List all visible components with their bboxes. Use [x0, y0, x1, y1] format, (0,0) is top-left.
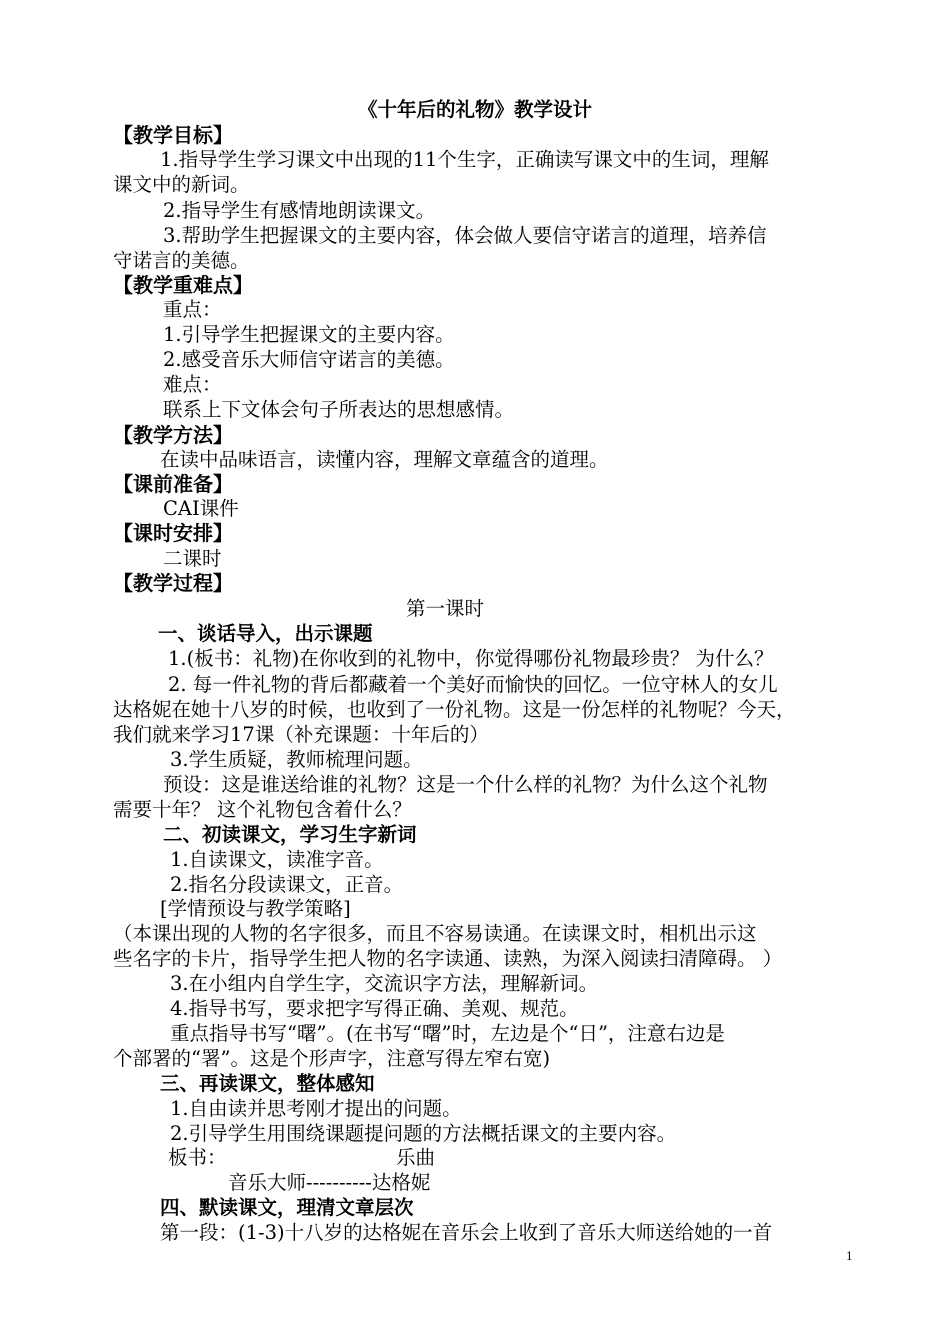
section-heading-goals: 【教学目标】 [113, 123, 233, 147]
lesson-title: 第一课时 [405, 597, 484, 620]
page-number: 1 [846, 1248, 853, 1263]
paragraph: 2.感受音乐大师信守诺言的美德。 [163, 348, 455, 371]
document-title: 《十年后的礼物》教学设计 [357, 98, 592, 121]
section-heading-schedule: 【课时安排】 [113, 521, 233, 545]
subheading-part-4: 四、默读课文，理清文章层次 [160, 1196, 414, 1219]
paragraph: 课文中的新词。 [113, 173, 250, 196]
paragraph: 2.指名分段读课文，正音。 [170, 873, 404, 896]
paragraph: 4.指导书写，要求把字写得正确、美观、规范。 [170, 997, 579, 1020]
paragraph: 需要十年？ 这个礼物包含着什么？ [113, 798, 412, 821]
paragraph: 1.自读课文，读准字音。 [170, 848, 384, 871]
paragraph: 3.帮助学生把握课文的主要内容，体会做人要信守诺言的道理，培养信 [163, 224, 767, 247]
paragraph: 个部署的“署”。这是个形声字，注意写得左窄右宽) [113, 1047, 551, 1070]
section-heading-key-points: 【教学重难点】 [113, 273, 253, 297]
section-heading-preparation: 【课前准备】 [113, 472, 233, 496]
paragraph: [学情预设与教学策略] [160, 897, 351, 920]
subheading-part-3: 三、再读课文，整体感知 [160, 1072, 375, 1095]
section-heading-process: 【教学过程】 [113, 571, 233, 595]
paragraph: （本课出现的人物的名字很多，而且不容易读通。在读课文时，相机出示这 [113, 922, 757, 945]
paragraph: 预设：这是谁送给谁的礼物？这是一个什么样的礼物？为什么这个礼物 [163, 773, 768, 796]
paragraph: 在读中品味语言，读懂内容，理解文章蕴含的道理。 [160, 448, 609, 471]
subheading-part-2: 二、初读课文，学习生字新词 [163, 823, 417, 846]
paragraph: 守诺言的美德。 [113, 249, 250, 272]
board-text: 乐曲 [396, 1146, 436, 1169]
paragraph: 3.学生质疑，教师梳理问题。 [170, 748, 423, 771]
paragraph: 第一段：(1-3)十八岁的达格妮在音乐会上收到了音乐大师送给她的一首 [160, 1221, 773, 1244]
paragraph: CAI课件 [163, 497, 239, 520]
paragraph: 二课时 [163, 547, 222, 570]
section-heading-method: 【教学方法】 [113, 423, 233, 447]
paragraph: 1.(板书：礼物)在你收到的礼物中，你觉得哪份礼物最珍贵？ 为什么？ [168, 647, 774, 670]
paragraph: 1.自由读并思考刚才提出的问题。 [170, 1097, 462, 1120]
subheading-part-1: 一、谈话导入，出示课题 [158, 622, 373, 645]
paragraph: 重点指导书写“曙”。(在书写“曙”时，左边是个“日”，注意右边是 [170, 1022, 725, 1045]
paragraph: 些名字的卡片，指导学生把人物的名字读通、读熟，为深入阅读扫清障碍。 ） [113, 947, 783, 970]
board-label: 板书： [168, 1146, 227, 1169]
paragraph: 2.引导学生用围绕课题提问题的方法概括课文的主要内容。 [170, 1122, 677, 1145]
board-text: 音乐大师----------达格妮 [228, 1171, 431, 1194]
paragraph: 2.指导学生有感情地朗读课文。 [163, 199, 436, 222]
paragraph: 重点： [163, 298, 222, 321]
paragraph: 我们就来学习17课（补充课题：十年后的） [113, 723, 489, 746]
paragraph: 达格妮在她十八岁的时候，也收到了一份礼物。这是一份怎样的礼物呢？今天， [113, 698, 796, 721]
paragraph: 难点： [163, 373, 222, 396]
paragraph: 2. 每一件礼物的背后都藏着一个美好而愉快的回忆。一位守林人的女儿 [168, 673, 778, 696]
paragraph: 3.在小组内自学生字，交流识字方法，理解新词。 [170, 972, 599, 995]
paragraph: 1.指导学生学习课文中出现的11个生字，正确读写课文中的生词，理解 [160, 148, 769, 171]
paragraph: 1.引导学生把握课文的主要内容。 [163, 323, 455, 346]
paragraph: 联系上下文体会句子所表达的思想感情。 [163, 398, 515, 421]
